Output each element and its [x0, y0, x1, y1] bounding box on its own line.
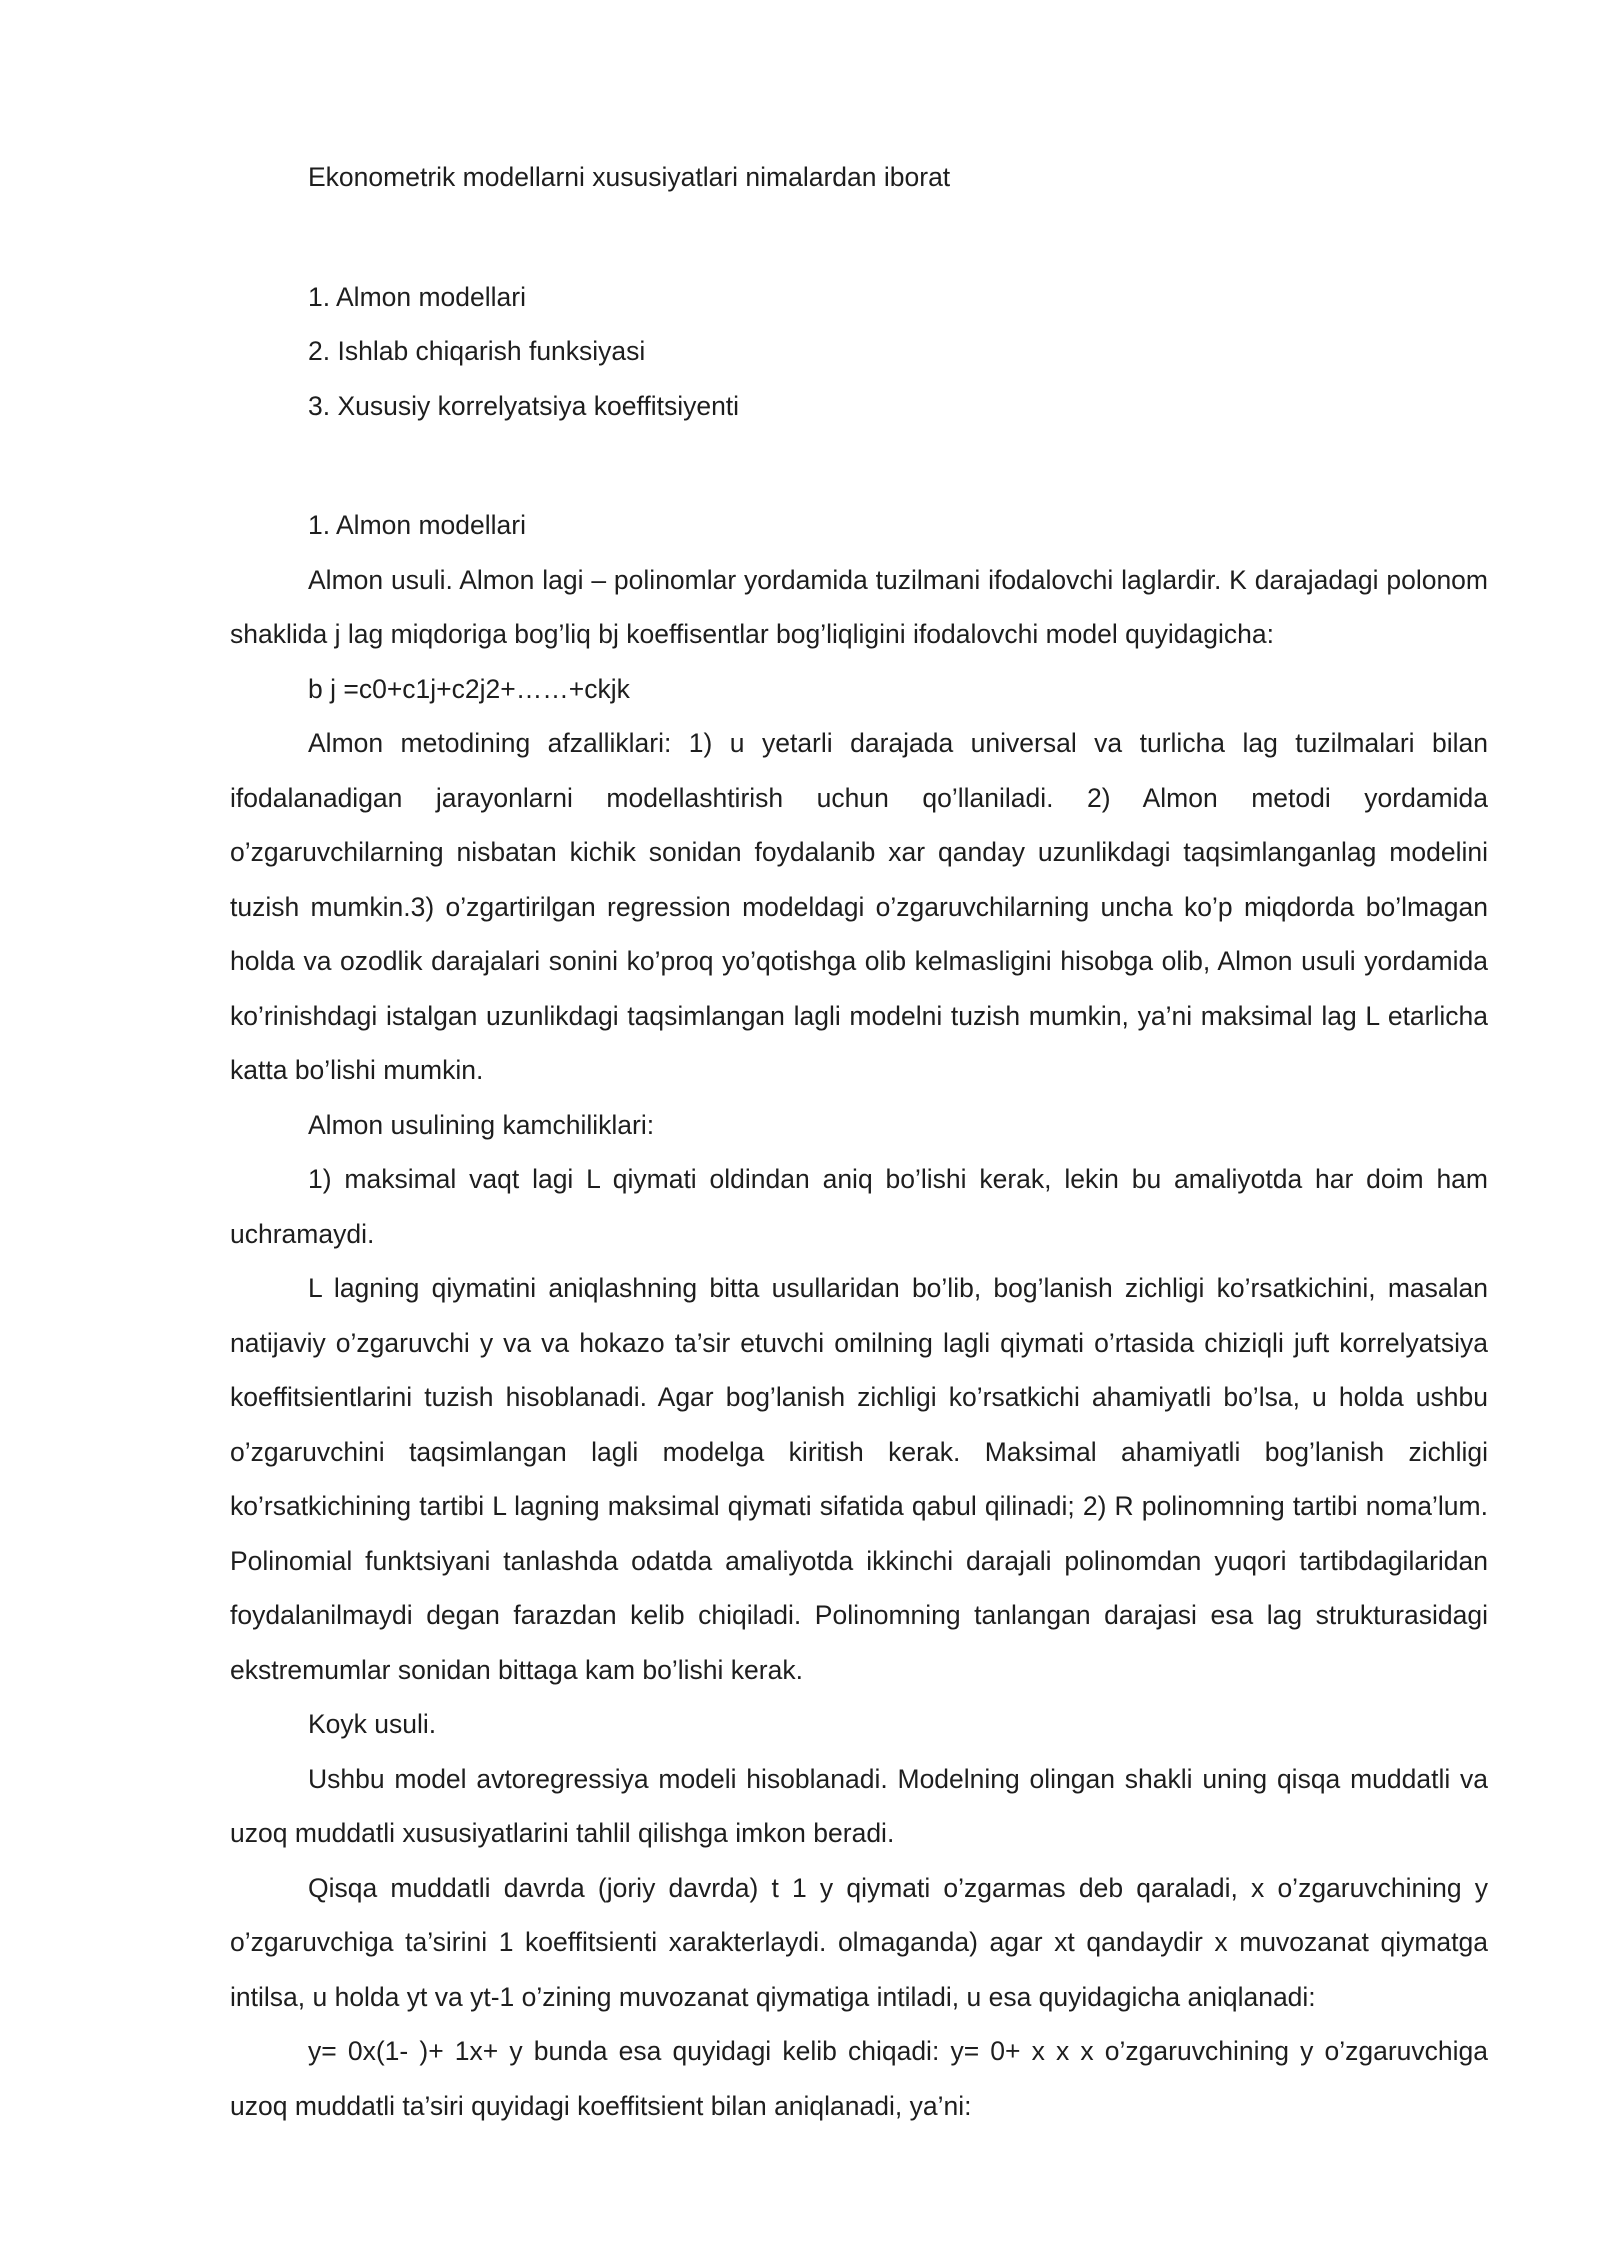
subheading: Koyk usuli. — [308, 1709, 437, 1739]
section-heading: 1. Almon modellari — [308, 510, 526, 540]
document-title: Ekonometrik modellarni xususiyatlari nimalardan iborat — [308, 162, 951, 192]
toc-item: 2. Ishlab chiqarish funksiyasi — [308, 336, 646, 366]
toc-item: 3. Xususiy korrelyatsiya koeffitsiyenti — [308, 390, 740, 421]
paragraph: L lagning qiymatini aniqlashning bitta usullaridan bo’lib, bog’lanish zichligi ko’rsatkichini, masalan natijaviy o’zgaruvchi y va va hokazo ta’sir etuvchi omilning lagli qiymati o’rtasida chiziqli juft korrelyatsiya koeffitsientlarini tuzish hisoblanadi. Agar bog’lanish zichligi ko’rsatkichi ahamiyatli bo’lsa, u holda ushbu o’zgaruvchini taqsimlangan lagli modelga kiritish kerak. Maksimal ahamiyatli bog’lanish zichligi ko’rsatkichining tartibi L lagning maksimal qiymati sifatida qabul qilinadi; 2) R polinomning tartibi noma’lum. Polinomial funktsiyani tanlashda odatda amaliyotda ikkinchi darajali polinomdan yuqori tartibdagilaridan foydalanilmaydi degan farazdan kelib chiqiladi. Polinomning tanlangan darajasi esa lag strukturasidagi ekstremumlar sonidan bittaga kam bo’lishi kerak. — [230, 1273, 1488, 1685]
paragraph: y= 0x(1- )+ 1x+ y bunda esa quyidagi kelib chiqadi: y= 0+ x x x o’zgaruvchining y o’zgaruvchiga uzoq muddatli ta’siri quyidagi koeffitsient bilan aniqlanadi, ya’ni: — [230, 2036, 1488, 2121]
formula: b j =c0+c1j+c2j2+……+ckjk — [308, 673, 630, 704]
paragraph: Ushbu model avtoregressiya modeli hisoblanadi. Modelning olingan shakli uning qisqa muddatli va uzoq muddatli xususiyatlarini tahlil qilishga imkon beradi. — [230, 1763, 1488, 1848]
paragraph: 1) maksimal vaqt lagi L qiymati oldindan aniq bo’lishi kerak, lekin bu amaliyotda har doim ham uchramaydi. — [230, 1164, 1488, 1249]
paragraph: Almon usulining kamchiliklari: — [308, 1109, 655, 1140]
paragraph: Almon usuli. Almon lagi – polinomlar yordamida tuzilmani ifodalovchi laglardir. K darajadagi polonom shaklida j lag miqdoriga bog’liq bj koeffisentlar bog’liqligini ifodalovchi model quyidagicha: — [230, 564, 1488, 649]
paragraph: Almon metodining afzalliklari: 1) u yetarli darajada universal va turlicha lag tuzilmalari bilan ifodalanadigan jarayonlarni modellashtirish uchun qo’llaniladi. 2) Almon metodi yordamida o’zgaruvchilarning nisbatan kichik sonidan foydalanib xar qanday uzunlikdagi taqsimlanganlag modelini tuzish mumkin.3) o’zgartirilgan regression modeldagi o’zgaruvchilarning uncha ko’p miqdorda bo’lmagan holda va ozodlik darajalari sonini ko’proq yo’qotishga olib kelmasligini hisobga olib, Almon usuli yordamida ko’rinishdagi istalgan uzunlikdagi taqsimlangan lagli modelni tuzish mumkin, ya’ni maksimal lag L etarlicha katta bo’lishi mumkin. — [230, 728, 1488, 1085]
toc-item: 1. Almon modellari — [308, 281, 526, 312]
paragraph: Qisqa muddatli davrda (joriy davrda) t 1 y qiymati o’zgarmas deb qaraladi, x o’zgaruvchining y o’zgaruvchiga ta’sirini 1 koeffitsienti xarakterlaydi. olmaganda) agar xt qandaydir x muvozanat qiymatga intilsa, u holda yt va yt-1 o’zining muvozanat qiymatiga intiladi, u esa quyidagicha aniqlanadi: — [230, 1872, 1488, 2012]
document-body — [230, 498, 1488, 2133]
table-of-contents — [308, 270, 1488, 434]
